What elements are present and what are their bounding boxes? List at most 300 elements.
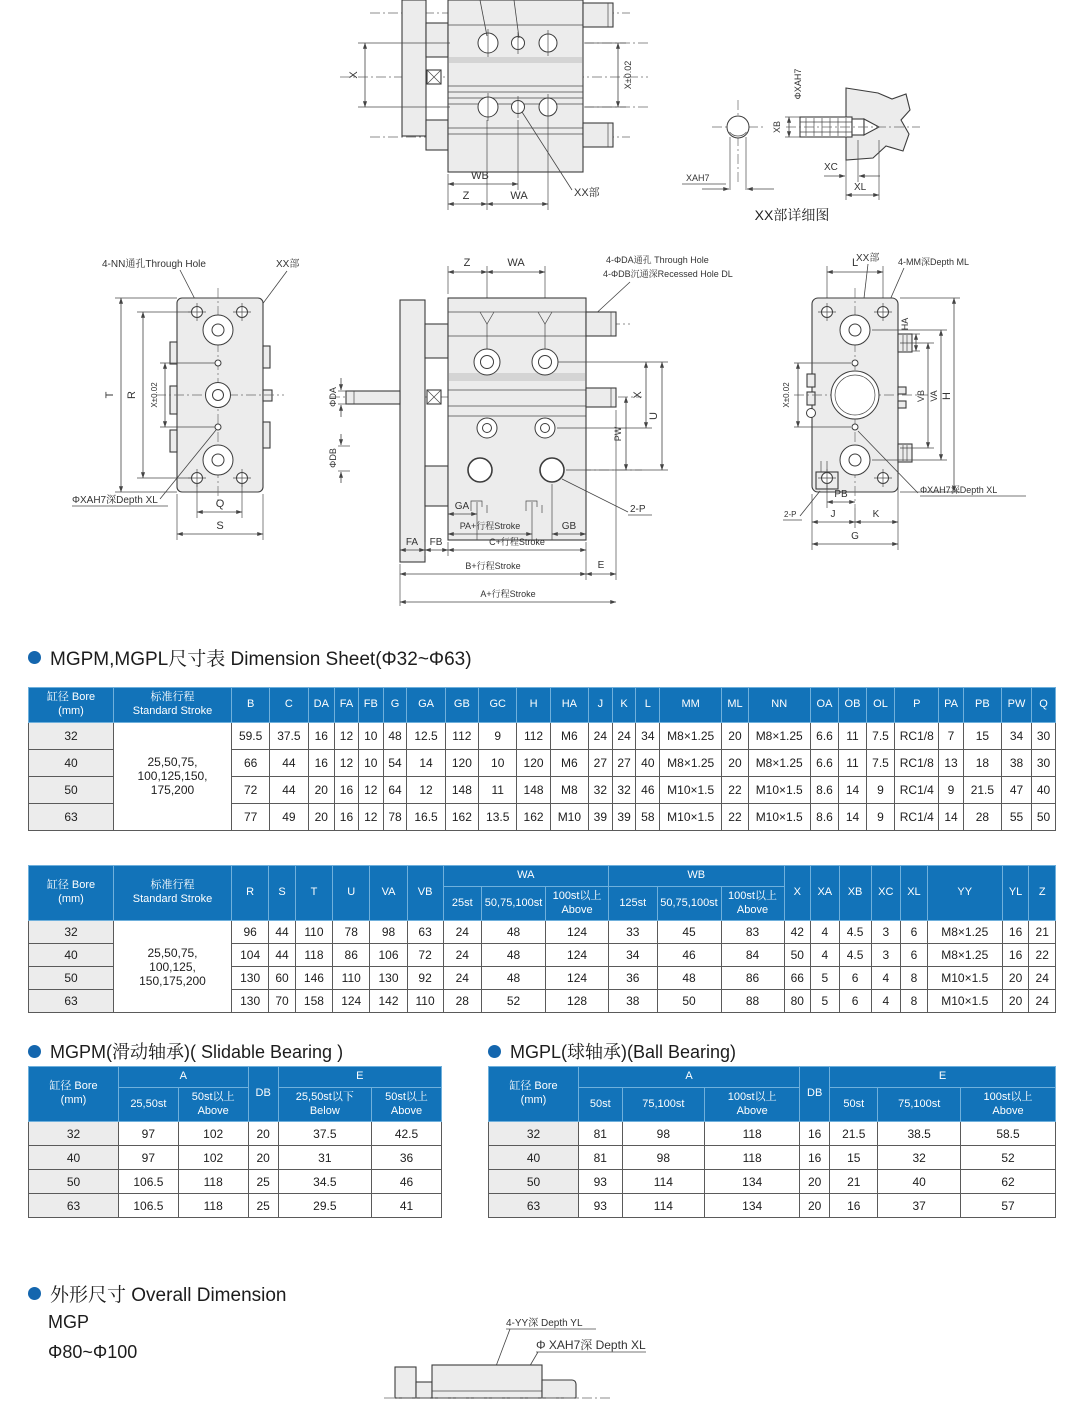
section-title-text: MGPM,MGPL尺寸表 Dimension Sheet(Φ32~Φ63) xyxy=(50,649,472,670)
table-cell: 78 xyxy=(383,803,407,830)
table-cell: 97 xyxy=(119,1146,179,1170)
column-header: YY xyxy=(927,866,1002,921)
table-cell: 92 xyxy=(407,967,443,990)
table-cell: 50 xyxy=(29,1170,119,1194)
column-header: DB xyxy=(800,1067,830,1122)
dim-label-c-stroke: C+行程Stroke xyxy=(489,537,545,547)
table-cell: 34.5 xyxy=(278,1170,371,1194)
column-header: GB xyxy=(445,688,478,723)
table-cell: 44 xyxy=(270,776,308,803)
column-header: FA xyxy=(335,688,359,723)
column-header: A xyxy=(579,1067,800,1088)
column-header: 125st xyxy=(609,886,657,921)
table-row xyxy=(29,1194,442,1218)
table-cell: 118 xyxy=(178,1170,248,1194)
table-cell: 98 xyxy=(622,1122,705,1146)
table-cell: M10 xyxy=(550,803,588,830)
table-cell: 48 xyxy=(482,967,546,990)
table-cell: 16 xyxy=(830,1194,878,1218)
column-header: P xyxy=(895,688,939,723)
dim-label-wb: WB xyxy=(471,170,489,182)
table-cell: 42.5 xyxy=(372,1122,442,1146)
table-cell: 112 xyxy=(517,722,550,749)
dim-label-g: G xyxy=(851,531,859,542)
table-cell: 118 xyxy=(705,1146,800,1170)
drawing-overall-dimension-partial xyxy=(380,1295,1000,1405)
callout-da-through-hole: 4-ΦDA通孔 Through Hole xyxy=(606,255,709,265)
header-row xyxy=(489,1067,1056,1088)
column-header: 100st以上 Above xyxy=(721,886,784,921)
table-cell: 162 xyxy=(445,803,478,830)
callout-db-recessed-hole: 4-ΦDB沉通深Recessed Hole DL xyxy=(603,269,733,279)
table-cell: 72 xyxy=(407,944,443,967)
drawing-rear-plate-view xyxy=(60,250,340,550)
table-cell: RC1/4 xyxy=(895,776,939,803)
dim-label-xl: XL xyxy=(854,182,867,193)
table-cell: 110 xyxy=(407,990,443,1013)
table-cell: 4 xyxy=(871,990,901,1013)
table-cell: 83 xyxy=(721,921,784,944)
bore-range-label: Φ80~Φ100 xyxy=(48,1342,138,1362)
dim-label-xb: XB xyxy=(772,120,782,134)
column-header: B xyxy=(232,688,270,723)
mgpm-bearing-table xyxy=(28,1066,442,1218)
dim-label-phi-db: ΦDB xyxy=(328,448,338,468)
column-header: 50,75,100st xyxy=(657,886,721,921)
table-cell: 40 xyxy=(29,1146,119,1170)
table-cell: 39 xyxy=(612,803,636,830)
table-cell: 50 xyxy=(29,776,114,803)
bullet-icon xyxy=(488,1045,501,1058)
column-header: 75,100st xyxy=(622,1087,705,1122)
table-cell: 52 xyxy=(961,1146,1056,1170)
column-header: K xyxy=(612,688,636,723)
dim-label-x-tol: X±0.02 xyxy=(623,60,633,90)
table-cell: 55 xyxy=(1002,803,1032,830)
table-cell: M8×1.25 xyxy=(748,722,810,749)
table-cell: 8 xyxy=(901,990,928,1013)
column-header: GA xyxy=(407,688,445,723)
rear-plate xyxy=(72,257,299,540)
column-header: 缸径 Bore (mm) xyxy=(29,688,114,723)
table-cell: 63 xyxy=(29,1194,119,1218)
table-cell: 40 xyxy=(878,1170,961,1194)
dim-label-l: L xyxy=(851,257,859,269)
table-cell: 130 xyxy=(232,990,269,1013)
table-cell: 28 xyxy=(963,803,1001,830)
table-cell: 12 xyxy=(358,776,383,803)
table-cell: 110 xyxy=(333,967,370,990)
table-cell: 38 xyxy=(1002,749,1032,776)
table-cell: 21.5 xyxy=(963,776,1001,803)
dim-label-pb: PB xyxy=(834,489,848,500)
table-cell: M6 xyxy=(550,722,588,749)
table-row xyxy=(29,1122,442,1146)
table-cell: 46 xyxy=(636,776,660,803)
table-cell: M10×1.5 xyxy=(748,776,810,803)
table-cell: 162 xyxy=(517,803,550,830)
column-header: XC xyxy=(871,866,901,921)
dim-label-r: R xyxy=(126,391,138,399)
table-cell: 25 xyxy=(248,1170,278,1194)
column-header: MM xyxy=(660,688,722,723)
table-cell: 9 xyxy=(939,776,963,803)
table-cell: 81 xyxy=(579,1146,623,1170)
dim-label-b-stroke: B+行程Stroke xyxy=(465,561,521,571)
table-cell: 44 xyxy=(270,749,308,776)
dim-label-z: Z xyxy=(462,190,470,202)
table-cell: 39 xyxy=(588,803,612,830)
table-cell: 58.5 xyxy=(961,1122,1056,1146)
table-cell: M10×1.5 xyxy=(748,803,810,830)
column-header: E xyxy=(278,1067,441,1088)
column-header: A xyxy=(119,1067,249,1088)
table-cell: 32 xyxy=(29,1122,119,1146)
column-header: 标准行程 Standard Stroke xyxy=(114,688,232,723)
bullet-icon xyxy=(28,1045,41,1058)
table-cell: 32 xyxy=(878,1146,961,1170)
callout-xx: XX部 xyxy=(276,259,300,270)
table-cell: 110 xyxy=(295,921,332,944)
table-cell: 4 xyxy=(810,944,839,967)
dim-label-xc: XC xyxy=(824,162,838,173)
table-cell: 16 xyxy=(308,749,335,776)
column-header: G xyxy=(383,688,407,723)
table-cell: 24 xyxy=(443,944,482,967)
table-cell: 20 xyxy=(1002,990,1029,1013)
dim-label-j: J xyxy=(830,509,836,520)
dim-label-t: T xyxy=(104,391,116,399)
table-cell: M10×1.5 xyxy=(927,967,1002,990)
table-cell: 3 xyxy=(871,944,901,967)
table-cell: 49 xyxy=(270,803,308,830)
table-cell: 63 xyxy=(407,921,443,944)
table-cell: 18 xyxy=(963,749,1001,776)
column-header: ML xyxy=(722,688,749,723)
dim-label-fa: FA xyxy=(405,537,419,548)
table-cell: 114 xyxy=(622,1170,705,1194)
dim-label-h: H xyxy=(941,392,953,400)
table-cell: 124 xyxy=(333,990,370,1013)
table-cell: 102 xyxy=(178,1146,248,1170)
table-cell: 22 xyxy=(722,803,749,830)
table-cell: 34 xyxy=(1002,722,1032,749)
dim-label-va: VA xyxy=(929,390,939,402)
bullet-icon xyxy=(28,651,41,664)
table-cell: 21 xyxy=(830,1170,878,1194)
table-cell: 37.5 xyxy=(270,722,308,749)
table-cell: 70 xyxy=(269,990,295,1013)
drawing-top-side-view xyxy=(330,0,1083,245)
table-cell: 63 xyxy=(489,1194,579,1218)
table-cell: 97 xyxy=(119,1122,179,1146)
column-header: X xyxy=(784,866,810,921)
table-cell: 47 xyxy=(1002,776,1032,803)
column-header: 75,100st xyxy=(878,1087,961,1122)
table-cell: 112 xyxy=(445,722,478,749)
table-cell: 14 xyxy=(839,803,866,830)
dim-label-phi-xah7: ΦXAH7 xyxy=(793,68,803,100)
dim-label-wa: WA xyxy=(507,257,525,269)
table-cell: 29.5 xyxy=(278,1194,371,1218)
dimension-table-2 xyxy=(28,865,1056,1013)
table-cell: 41 xyxy=(372,1194,442,1218)
table-cell: 134 xyxy=(705,1170,800,1194)
column-header: 50st xyxy=(830,1087,878,1122)
table-cell: 86 xyxy=(333,944,370,967)
table-cell: 118 xyxy=(178,1194,248,1218)
table-cell: 50 xyxy=(784,944,810,967)
column-header: HA xyxy=(550,688,588,723)
table-cell: 66 xyxy=(232,749,270,776)
table-cell: 60 xyxy=(269,967,295,990)
table-cell: M10×1.5 xyxy=(927,990,1002,1013)
table-cell: 32 xyxy=(29,921,114,944)
callout-nn-through-hole: 4-NN通孔Through Hole xyxy=(102,259,206,270)
table-row xyxy=(489,1146,1056,1170)
column-header: J xyxy=(588,688,612,723)
column-header: XA xyxy=(810,866,839,921)
table-cell: 20 xyxy=(800,1170,830,1194)
table-cell: 12 xyxy=(335,749,359,776)
table-cell: 3 xyxy=(871,921,901,944)
callout-xah7-depth: Φ XAH7深 Depth XL xyxy=(536,1338,646,1352)
table-cell: 78 xyxy=(333,921,370,944)
table-cell: 48 xyxy=(482,944,546,967)
table-cell: 20 xyxy=(800,1194,830,1218)
table-cell: 38.5 xyxy=(878,1122,961,1146)
table-cell: 8.6 xyxy=(810,776,839,803)
table-cell: 24 xyxy=(443,921,482,944)
dim-label-x: X xyxy=(632,391,644,399)
table-cell: 30 xyxy=(1032,722,1056,749)
table-cell: 64 xyxy=(383,776,407,803)
dim-label-pw: PW xyxy=(613,426,623,442)
table-cell: 6.6 xyxy=(810,722,839,749)
table-cell: 20 xyxy=(722,722,749,749)
table-cell: 13.5 xyxy=(479,803,517,830)
table-row xyxy=(29,1170,442,1194)
section-title-text: 外形尺寸 Overall Dimension xyxy=(50,1285,287,1306)
table-cell: 31 xyxy=(278,1146,371,1170)
column-header: 100st以上 Above xyxy=(705,1087,800,1122)
table-row xyxy=(489,1170,1056,1194)
dim-label-x-tol: X±0.02 xyxy=(782,382,791,408)
table-cell: 14 xyxy=(407,749,445,776)
table-cell: M8×1.25 xyxy=(927,921,1002,944)
table-cell: 4 xyxy=(871,967,901,990)
dim-label-q: Q xyxy=(215,498,225,510)
column-header: 缸径 Bore (mm) xyxy=(29,1067,119,1122)
dim-label-k: K xyxy=(872,509,880,520)
table-cell: 40 xyxy=(29,749,114,776)
table-cell: 12 xyxy=(407,776,445,803)
table-cell: 7.5 xyxy=(866,722,895,749)
table-cell: 36 xyxy=(372,1146,442,1170)
dim-label-u: U xyxy=(648,412,660,420)
table-cell: 63 xyxy=(29,803,114,830)
table-cell: 46 xyxy=(657,944,721,967)
table-cell: M10×1.5 xyxy=(660,776,722,803)
table-cell: 9 xyxy=(479,722,517,749)
end-view xyxy=(782,251,1026,550)
table-cell: 104 xyxy=(232,944,269,967)
table-cell: 28 xyxy=(443,990,482,1013)
detail-caption: XX部详细图 xyxy=(754,207,830,223)
model-label: MGP xyxy=(48,1312,90,1332)
column-header: DA xyxy=(308,688,335,723)
table-cell: 98 xyxy=(622,1146,705,1170)
table-cell: 37 xyxy=(878,1194,961,1218)
table-cell: 114 xyxy=(622,1194,705,1218)
table-cell: 6 xyxy=(901,921,928,944)
table-cell: 52 xyxy=(482,990,546,1013)
column-header: 50st xyxy=(579,1087,623,1122)
column-header: Z xyxy=(1029,866,1056,921)
table-cell: 27 xyxy=(588,749,612,776)
dim-label-fb: FB xyxy=(429,537,443,548)
table-cell: 54 xyxy=(383,749,407,776)
bullet-icon xyxy=(28,1287,41,1300)
callout-xah7-depth: ΦXAH7深Depth XL xyxy=(920,485,998,495)
table-cell: 20 xyxy=(248,1122,278,1146)
table-cell: 20 xyxy=(1002,967,1029,990)
table-cell: 128 xyxy=(546,990,609,1013)
header-row xyxy=(29,866,1056,887)
table-cell: 20 xyxy=(248,1146,278,1170)
table-cell: 16.5 xyxy=(407,803,445,830)
column-header: XB xyxy=(839,866,871,921)
table-cell: 50 xyxy=(657,990,721,1013)
column-header: R xyxy=(232,866,269,921)
top-main-view xyxy=(340,0,648,210)
table-cell: 88 xyxy=(721,990,784,1013)
table-cell: 134 xyxy=(705,1194,800,1218)
column-header: 50st以上 Above xyxy=(178,1087,248,1122)
header-row xyxy=(29,688,1056,723)
table-cell: 16 xyxy=(335,776,359,803)
table-cell: 66 xyxy=(784,967,810,990)
dim-label-wa: WA xyxy=(510,190,528,202)
table-cell: 24 xyxy=(1029,990,1056,1013)
dim-label-gb: GB xyxy=(561,521,577,532)
table-cell: M10×1.5 xyxy=(660,803,722,830)
column-header: DB xyxy=(248,1067,278,1122)
table-cell: 27 xyxy=(612,749,636,776)
callout-xah7-depth: ΦXAH7深Depth XL xyxy=(72,495,158,506)
table-cell: 59.5 xyxy=(232,722,270,749)
table-cell: 11 xyxy=(839,749,866,776)
callout-2-p: 2-P xyxy=(784,510,797,519)
table-cell: 6 xyxy=(839,967,871,990)
table-cell: 16 xyxy=(800,1122,830,1146)
table-cell: 24 xyxy=(588,722,612,749)
table-cell: M6 xyxy=(550,749,588,776)
table-cell: 106.5 xyxy=(119,1194,179,1218)
table-cell: 14 xyxy=(939,803,963,830)
table-cell: 57 xyxy=(961,1194,1056,1218)
table-cell: 124 xyxy=(546,944,609,967)
table-cell: 124 xyxy=(546,967,609,990)
table-cell: 10 xyxy=(479,749,517,776)
table-cell: 84 xyxy=(721,944,784,967)
dim-label-x-tol: X±0.02 xyxy=(150,382,159,408)
table-cell: 98 xyxy=(370,921,407,944)
table-cell: 16 xyxy=(335,803,359,830)
dim-label-phi-da: ΦDA xyxy=(328,387,338,407)
table-cell: 40 xyxy=(1032,776,1056,803)
column-header: 100st以上 Above xyxy=(546,886,609,921)
table-cell: 120 xyxy=(445,749,478,776)
table-cell: 12 xyxy=(358,803,383,830)
table-cell: 96 xyxy=(232,921,269,944)
table-cell: M8×1.25 xyxy=(660,722,722,749)
table-cell: 58 xyxy=(636,803,660,830)
table-cell: 15 xyxy=(963,722,1001,749)
column-header: NN xyxy=(748,688,810,723)
column-header: PA xyxy=(939,688,963,723)
table-cell: 106.5 xyxy=(119,1170,179,1194)
table-cell: 118 xyxy=(295,944,332,967)
column-header: H xyxy=(517,688,550,723)
table-cell: 25 xyxy=(248,1194,278,1218)
table-cell: 86 xyxy=(721,967,784,990)
dim-label-s: S xyxy=(216,520,224,532)
table-cell: 10 xyxy=(358,722,383,749)
section-mgpl-ball-bearing xyxy=(488,1038,736,1064)
column-header: 25st xyxy=(443,886,482,921)
column-header: XL xyxy=(901,866,928,921)
table-row xyxy=(29,921,1056,944)
column-header: WA xyxy=(443,866,609,887)
table-cell: M8×1.25 xyxy=(748,749,810,776)
table-cell: 32 xyxy=(489,1122,579,1146)
table-cell: 15 xyxy=(830,1146,878,1170)
table-cell: 21 xyxy=(1029,921,1056,944)
section-mgpm-slidable-bearing xyxy=(28,1038,343,1064)
table-cell: 80 xyxy=(784,990,810,1013)
table-row xyxy=(489,1122,1056,1146)
table-cell: 16 xyxy=(1002,944,1029,967)
table-cell: 24 xyxy=(1029,967,1056,990)
table-cell: 6 xyxy=(839,990,871,1013)
table-cell: 146 xyxy=(295,967,332,990)
table-cell: 24 xyxy=(443,967,482,990)
table-cell: 102 xyxy=(178,1122,248,1146)
table-row xyxy=(29,1146,442,1170)
table-cell: 4 xyxy=(810,921,839,944)
table-cell: 13 xyxy=(939,749,963,776)
drawing-section-view xyxy=(328,250,733,610)
dim-label-xah7: XAH7 xyxy=(686,173,710,183)
dim-label-ha: HA xyxy=(900,317,910,331)
callout-xx: XX部 xyxy=(856,253,880,264)
column-header: 25,50st以下 Below xyxy=(278,1087,371,1122)
mgpl-bearing-table xyxy=(488,1066,1056,1218)
table-cell: 63 xyxy=(29,990,114,1013)
table-cell: 77 xyxy=(232,803,270,830)
callout-mm-depth: 4-MM深Depth ML xyxy=(898,257,970,267)
column-header: L xyxy=(636,688,660,723)
column-header: 50,75,100st xyxy=(482,886,546,921)
table-cell: 9 xyxy=(866,803,895,830)
column-header: S xyxy=(269,866,295,921)
table-cell: 120 xyxy=(517,749,550,776)
section-overall-dimension xyxy=(28,1280,287,1307)
table-cell: 50 xyxy=(1032,803,1056,830)
table-cell: 16 xyxy=(1002,921,1029,944)
column-header: E xyxy=(830,1067,1056,1088)
